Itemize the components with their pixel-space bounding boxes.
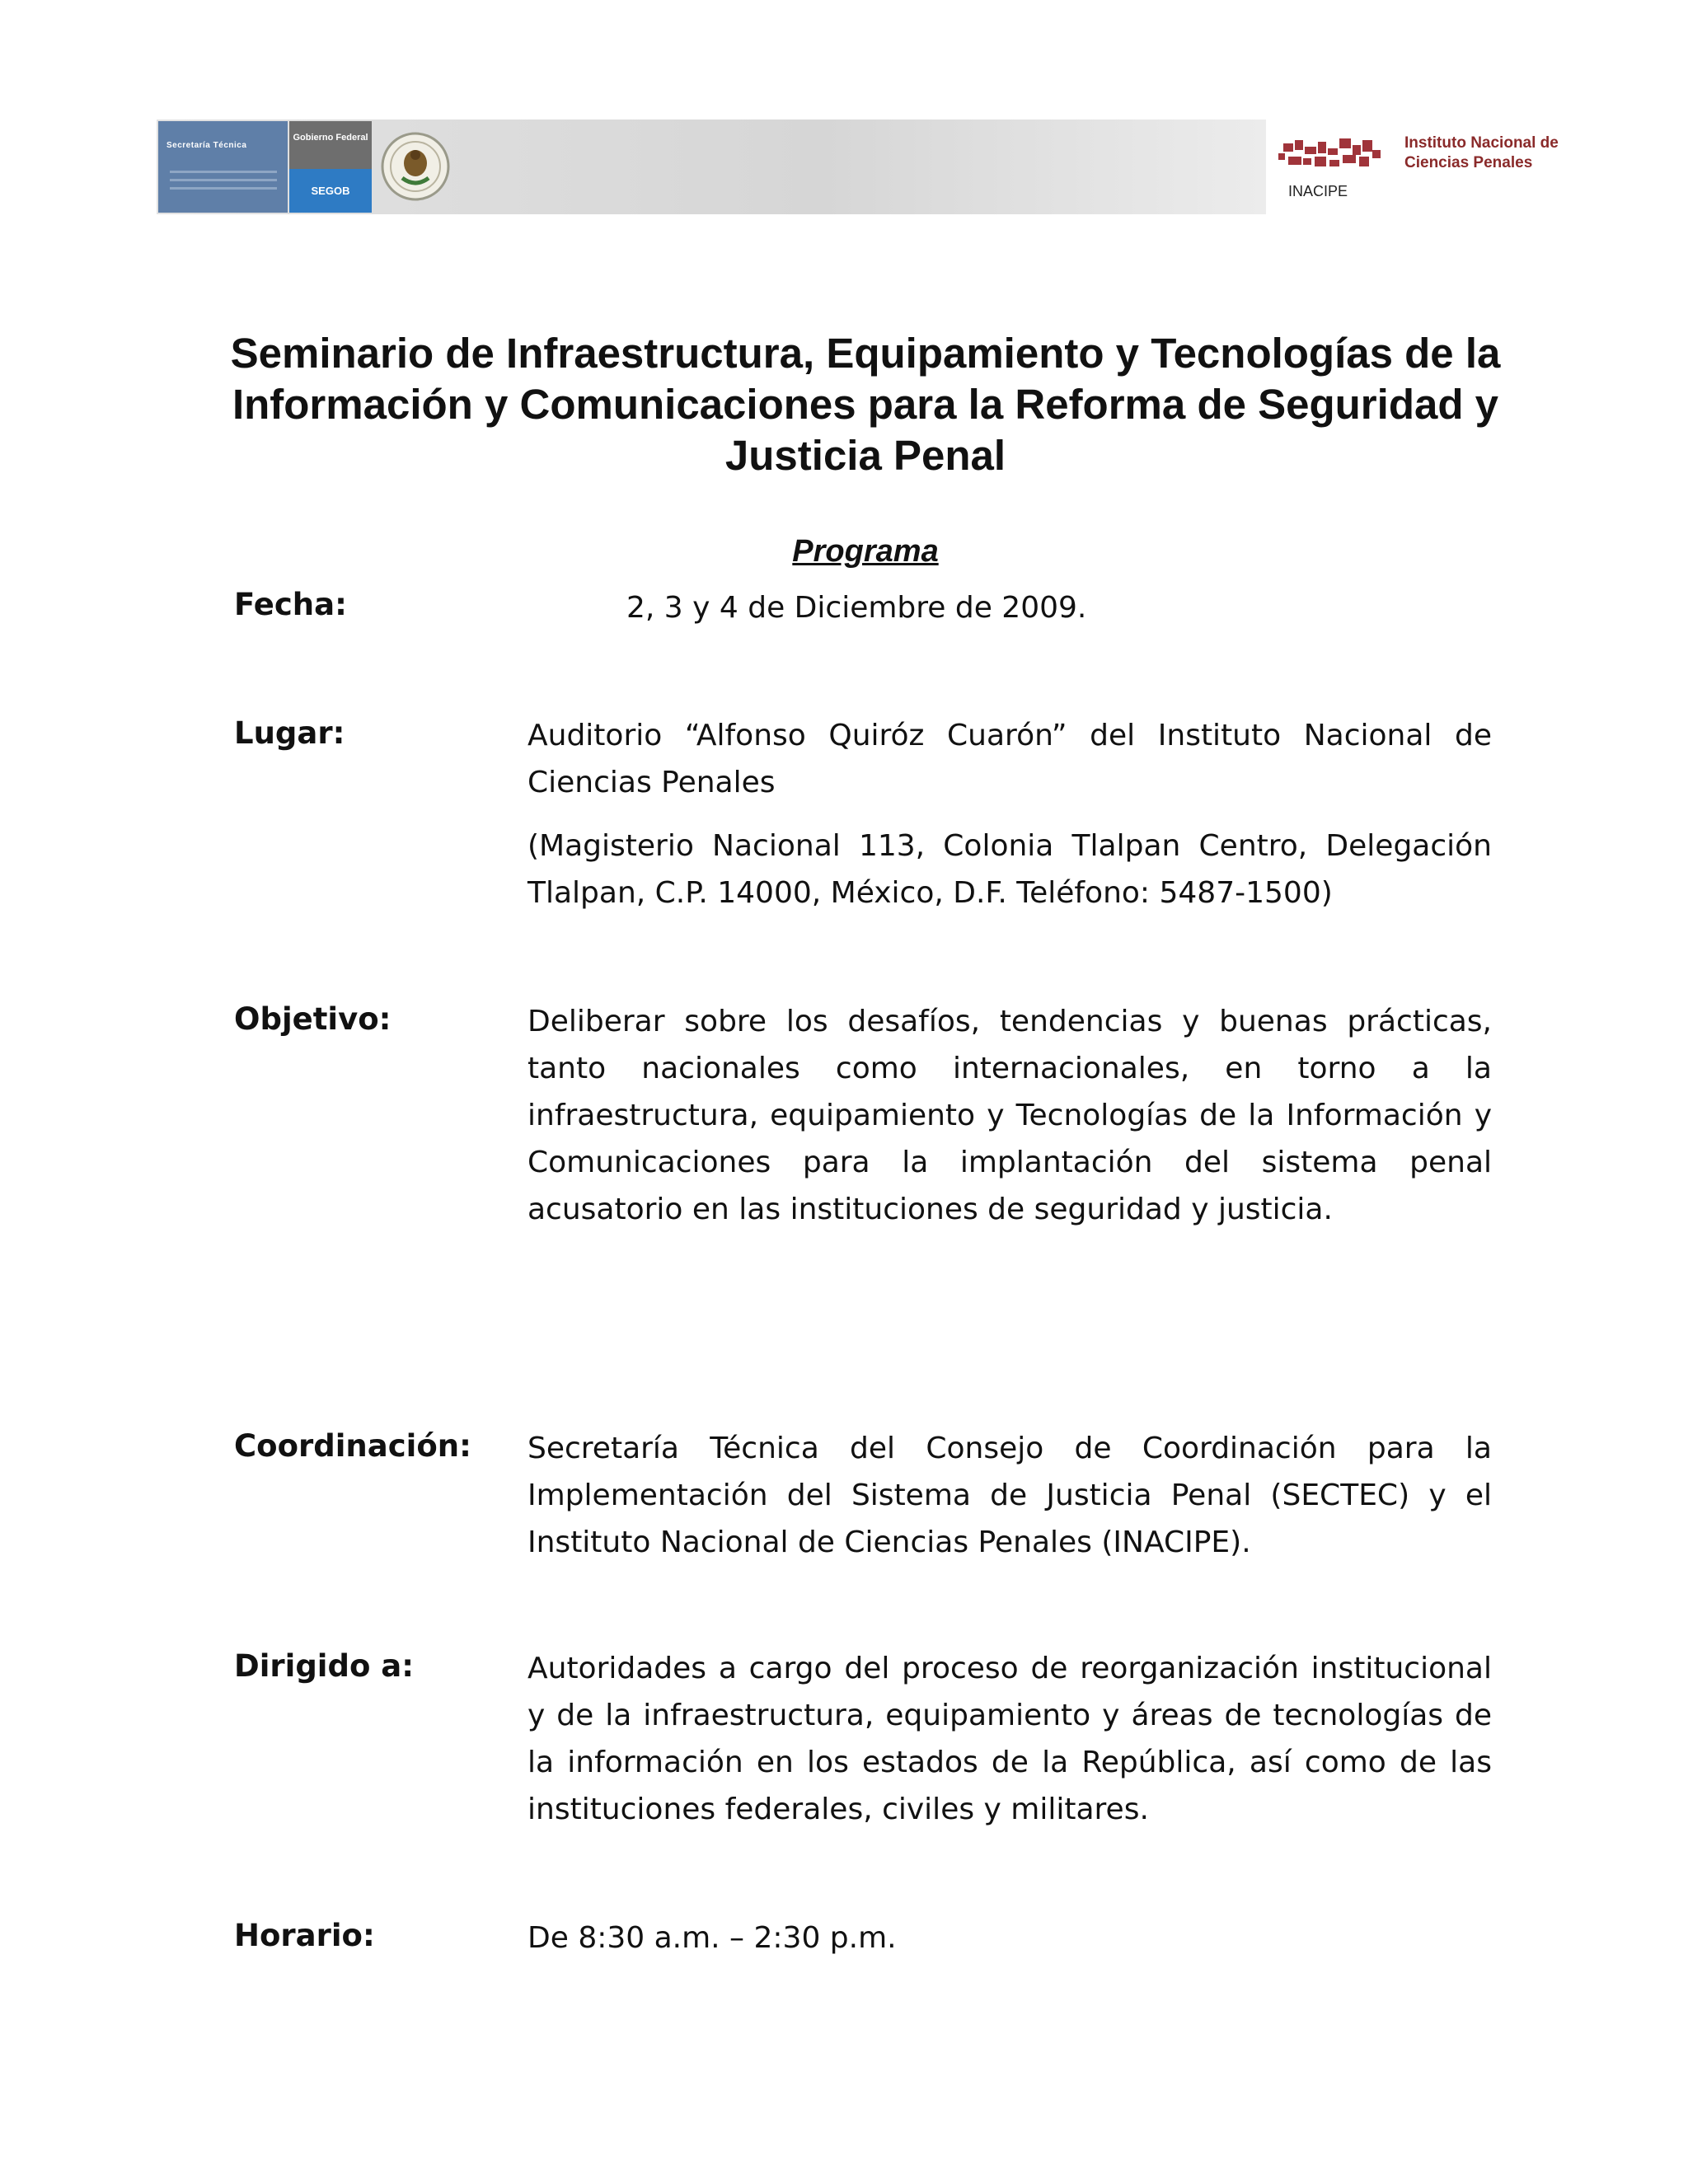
gobierno-federal-logo [289,121,372,169]
objetivo-label: Objetivo: [234,1001,392,1037]
sectec-logo [158,121,288,213]
inacipe-institute-name: Instituto Nacional de Ciencias Penales [1404,134,1559,171]
horario-label: Horario: [234,1918,375,1953]
segob-logo: SEGOB [289,169,372,213]
dirigido-value: Autoridades a cargo del proceso de reorganización institucional y de la infraestructura, equipamiento y áreas de tecnologías de la información en los estados de la República, así como de las instituciones federales, civiles y militares. [528,1652,1492,1826]
inacipe-logo-label: INACIPE [1288,183,1348,199]
fecha-value: 2, 3 y 4 de Diciembre de 2009. [626,591,1087,625]
lugar-address: (Magisterio Nacional 113, Colonia Tlalpan Centro, Delegación Tlalpan, C.P. 14000, México, D.F. Teléfono: 5487-1500) [528,829,1492,910]
horario-value: De 8:30 a.m. – 2:30 p.m. [528,1921,897,1955]
mexico-coat-of-arms-icon [379,130,452,203]
lugar-value: Auditorio “Alfonso Quiróz Cuarón” del Instituto Nacional de Ciencias Penales [528,719,1492,799]
gobierno-logo-text: Gobierno Federal [293,133,368,143]
sectec-logo-text: Secretaría Técnica [166,141,247,150]
fecha-label: Fecha: [234,587,347,622]
coordinacion-label: Coordinación: [234,1428,471,1464]
document-title: Seminario de Infraestructura, Equipamiento y Tecnologías de la Información y Comunicaciones para la Reforma de Seguridad y Justicia Penal [230,330,1501,479]
coordinacion-value: Secretaría Técnica del Consejo de Coordinación para la Implementación del Sistema de Justicia Penal (SECTEC) y el Instituto Nacional de Ciencias Penales (INACIPE). [528,1432,1492,1559]
dirigido-label: Dirigido a: [234,1648,415,1684]
objetivo-value: Deliberar sobre los desafíos, tendencias y buenas prácticas, tanto nacionales como internacionales, en torno a la infraestructura, equipamiento y Tecnologías de la Información y Comunicaciones para la implantación del sistema penal acusatorio en las instituciones de seguridad y justicia. [528,1005,1492,1226]
lugar-label: Lugar: [234,715,345,751]
section-heading-programa: Programa [792,534,939,569]
